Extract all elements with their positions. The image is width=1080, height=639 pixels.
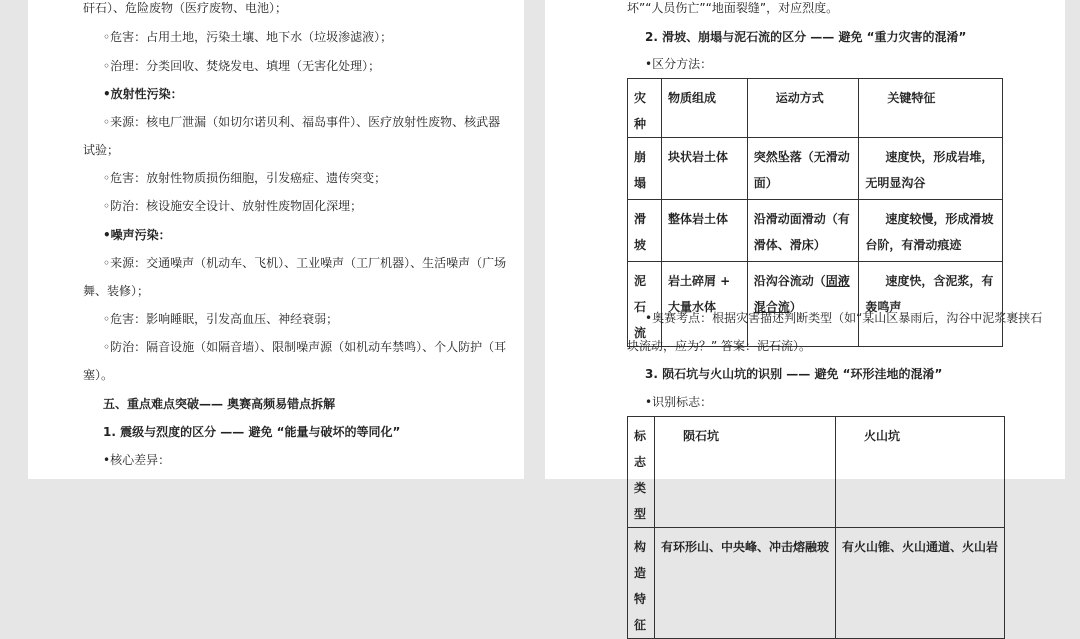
table-row	[628, 528, 1005, 639]
bullet-label: •识别标志：	[645, 395, 713, 409]
bullet-label: •区分方法：	[645, 57, 713, 71]
text-line: ◦治理：分类回收、焚烧发电、填埋（无害化处理）；	[103, 59, 381, 73]
table-row	[628, 262, 1003, 347]
right-page	[545, 0, 1065, 632]
crater-identification-table	[627, 416, 1005, 639]
table-cell: 有火山锥、火山通道、火山岩	[835, 528, 1004, 639]
table-header-cell: 关键特征	[859, 79, 1003, 138]
subsection-heading: 3. 陨石坑与火山坑的识别 —— 避免 “环形洼地的混淆”	[645, 367, 943, 381]
text-line: •奥赛考点：根据灾害描述判断类型（如“某山区暴雨后，沟谷中泥浆裹挟石	[645, 311, 1043, 325]
table-header-row	[628, 79, 1003, 138]
text-line: 矸石）、危险废物（医疗废物、电池）；	[83, 1, 288, 15]
text-line: 坏”“人员伤亡”“地面裂缝”，对应烈度。	[627, 1, 839, 15]
text-line: 塞）。	[83, 368, 114, 382]
subsection-heading: 2. 滑坡、崩塌与泥石流的区分 —— 避免 “重力灾害的混淆”	[645, 30, 967, 44]
table-cell: 块状岩土体	[661, 138, 747, 200]
left-page	[28, 0, 524, 479]
table-header-cell: 运动方式	[747, 79, 859, 138]
bullet-heading: •噪声污染：	[103, 228, 171, 242]
table-cell: 突然坠落（无滑动面）	[747, 138, 859, 200]
table-row	[628, 200, 1003, 262]
table-cell: 速度快，含泥浆，有轰鸣声	[859, 262, 1003, 347]
subsection-heading: 1. 震级与烈度的区分 —— 避免 “能量与破坏的等同化”	[103, 425, 401, 439]
table-cell: 岩土碎屑 + 大量水体	[661, 262, 747, 347]
underlined-term: 固液混合流	[753, 274, 850, 314]
text-line: ◦危害：放射性物质损伤细胞，引发癌症、遗传突变；	[103, 171, 387, 185]
table-cell: 有环形山、中央峰、冲击熔融玻	[654, 528, 835, 639]
table-header-cell: 标志类型	[628, 417, 655, 528]
section-heading: 五、重点难点突破—— 奥赛高频易错点拆解	[103, 397, 336, 411]
table-cell: 整体岩土体	[661, 200, 747, 262]
table-cell: 滑坡	[628, 200, 662, 262]
table-cell: 崩塌	[628, 138, 662, 200]
text-line: ◦来源：核电厂泄漏（如切尔诺贝利、福岛事件）、医疗放射性废物、核武器	[103, 115, 501, 129]
table-header-cell: 灾种	[628, 79, 662, 138]
text-line: •核心差异：	[103, 453, 171, 467]
table-cell: 速度较慢，形成滑坡台阶，有滑动痕迹	[859, 200, 1003, 262]
text-line: ◦危害：占用土地，污染土壤、地下水（垃圾渗滤液）；	[103, 30, 393, 44]
hazard-comparison-table	[627, 78, 1003, 347]
table-header-cell: 火山坑	[835, 417, 1004, 528]
table-cell: 泥石流	[628, 262, 662, 347]
table-header-row	[628, 417, 1005, 528]
text-line: ◦来源：交通噪声（机动车、飞机）、工业噪声（工厂机器）、生活噪声（广场	[103, 256, 507, 270]
table-cell: 速度快，形成岩堆，无明显沟谷	[859, 138, 1003, 200]
table-header-cell: 陨石坑	[654, 417, 835, 528]
table-row	[628, 138, 1003, 200]
text-line: ◦危害：影响睡眠，引发高血压、神经衰弱；	[103, 312, 339, 326]
text-line: 舞、装修）；	[83, 284, 150, 298]
table-header-cell: 物质组成	[661, 79, 747, 138]
table-cell: 沿沟谷流动（固液混合流）	[747, 262, 859, 347]
table-cell: 沿滑动面滑动（有滑体、滑床）	[747, 200, 859, 262]
text-line: 试验；	[83, 143, 120, 157]
bullet-heading: •放射性污染：	[103, 87, 183, 101]
text-line: ◦防治：核设施安全设计、放射性废物固化深埋；	[103, 199, 363, 213]
text-line: ◦防治：隔音设施（如隔音墙）、限制噪声源（如机动车禁鸣）、个人防护（耳	[103, 340, 507, 354]
text-line: 块流动，应为？” 答案：泥石流）。	[627, 339, 812, 353]
table-cell: 构造特征	[628, 528, 655, 639]
